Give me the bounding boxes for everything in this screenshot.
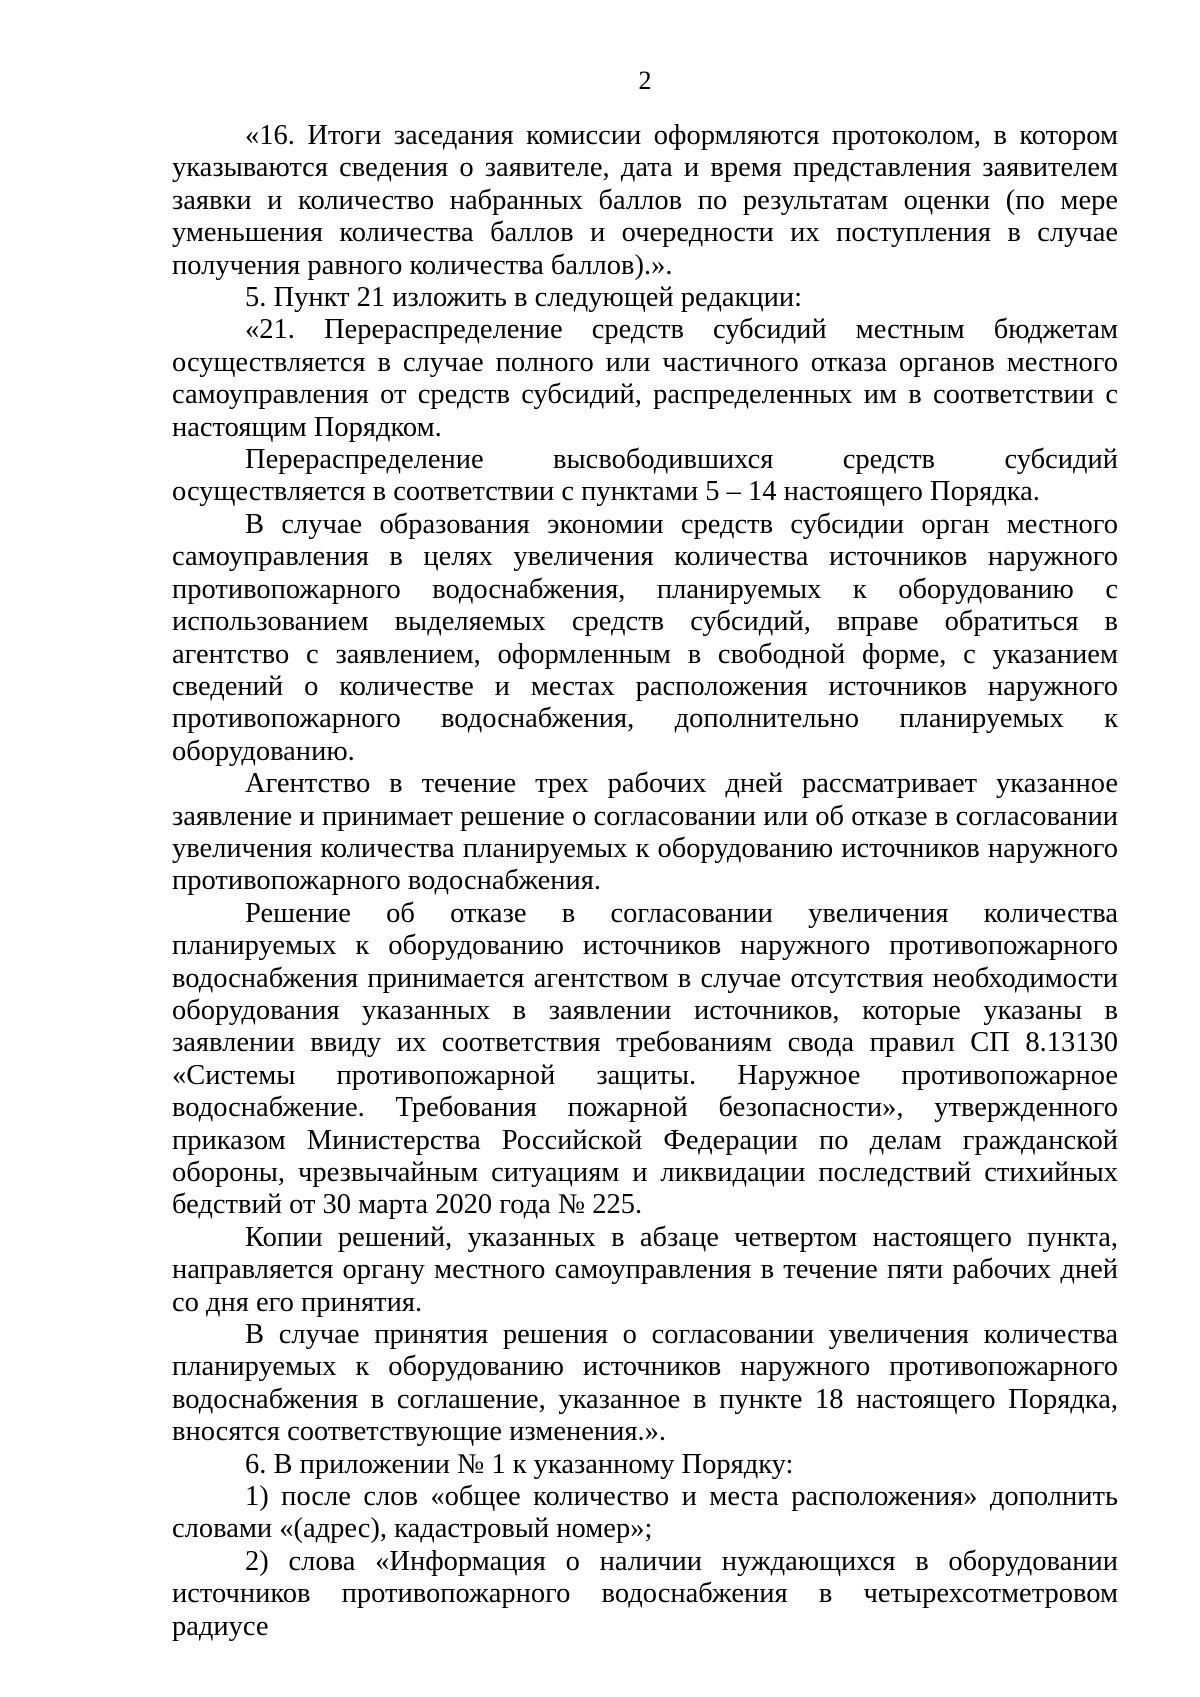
paragraph-subpoint-1: 1) после слов «общее количество и места расположения» дополнить словами «(адрес), кадастровый номер»;	[172, 1481, 1118, 1545]
paragraph-agency-review: Агентство в течение трех рабочих дней рассматривает указанное заявление и принимает решение о согласовании или об отказе в согласовании увеличения количества планируемых к оборудованию источников наружного противопожарного водоснабжения.	[172, 768, 1118, 897]
paragraph-redistribution: Перераспределение высвободившихся средств субсидий осуществляется в соответствии с пунктами 5 – 14 настоящего Порядка.	[172, 444, 1118, 508]
paragraph-savings: В случае образования экономии средств субсидии орган местного самоуправления в целях увеличения количества источников наружного противопожарного водоснабжения, планируемых к оборудованию с использованием выделяемых средств субсидий, вправе обратиться в агентство с заявлением, оформленным в свободной форме, с указанием сведений о количестве и местах расположения источников наружного противопожарного водоснабжения, дополнительно планируемых к оборудованию.	[172, 508, 1118, 767]
paragraph-approval: В случае принятия решения о согласовании увеличения количества планируемых к оборудованию источников наружного противопожарного водоснабжения в соглашение, указанное в пункте 18 настоящего Порядка, вносятся соответствующие изменения.».	[172, 1319, 1118, 1448]
page-number: 2	[638, 66, 652, 95]
paragraph-point-6: 6. В приложении № 1 к указанному Порядку:	[245, 1448, 794, 1480]
paragraph-refusal: Решение об отказе в согласовании увеличения количества планируемых к оборудованию источников наружного противопожарного водоснабжения принимается агентством в случае отсутствия необходимости оборудования указанных в заявлении источников, которые указаны в заявлении ввиду их соответствия требованиям свода правил СП 8.13130 «Системы противопожарной защиты. Наружное противопожарное водоснабжение. Требования пожарной безопасности», утвержденного приказом Министерства Российской Федерации по делам гражданской обороны, чрезвычайным ситуациям и ликвидации последствий стихийных бедствий от 30 марта 2020 года № 225.	[172, 897, 1118, 1221]
document-body	[172, 120, 1118, 1643]
paragraph-point-5: 5. Пункт 21 изложить в следующей редакции:	[245, 282, 802, 314]
paragraph-copies: Копии решений, указанных в абзаце четвертом настоящего пункта, направляется органу местного самоуправления в течение пяти рабочих дней со дня его принятия.	[172, 1221, 1118, 1318]
paragraph-subpoint-2: 2) слова «Информация о наличии нуждающихся в оборудовании источников противопожарного водоснабжения в четырехсотметровом радиусе	[172, 1545, 1118, 1642]
paragraph-item-21: «21. Перераспределение средств субсидий местным бюджетам осуществляется в случае полного или частичного отказа органов местного самоуправления от средств субсидий, распределенных им в соответствии с настоящим Порядком.	[172, 314, 1118, 443]
paragraph-item-16: «16. Итоги заседания комиссии оформляются протоколом, в котором указываются сведения о заявителе, дата и время представления заявителем заявки и количество набранных баллов по результатам оценки (по мере уменьшения количества баллов и очередности их поступления в случае получения равного количества баллов).».	[172, 120, 1118, 281]
